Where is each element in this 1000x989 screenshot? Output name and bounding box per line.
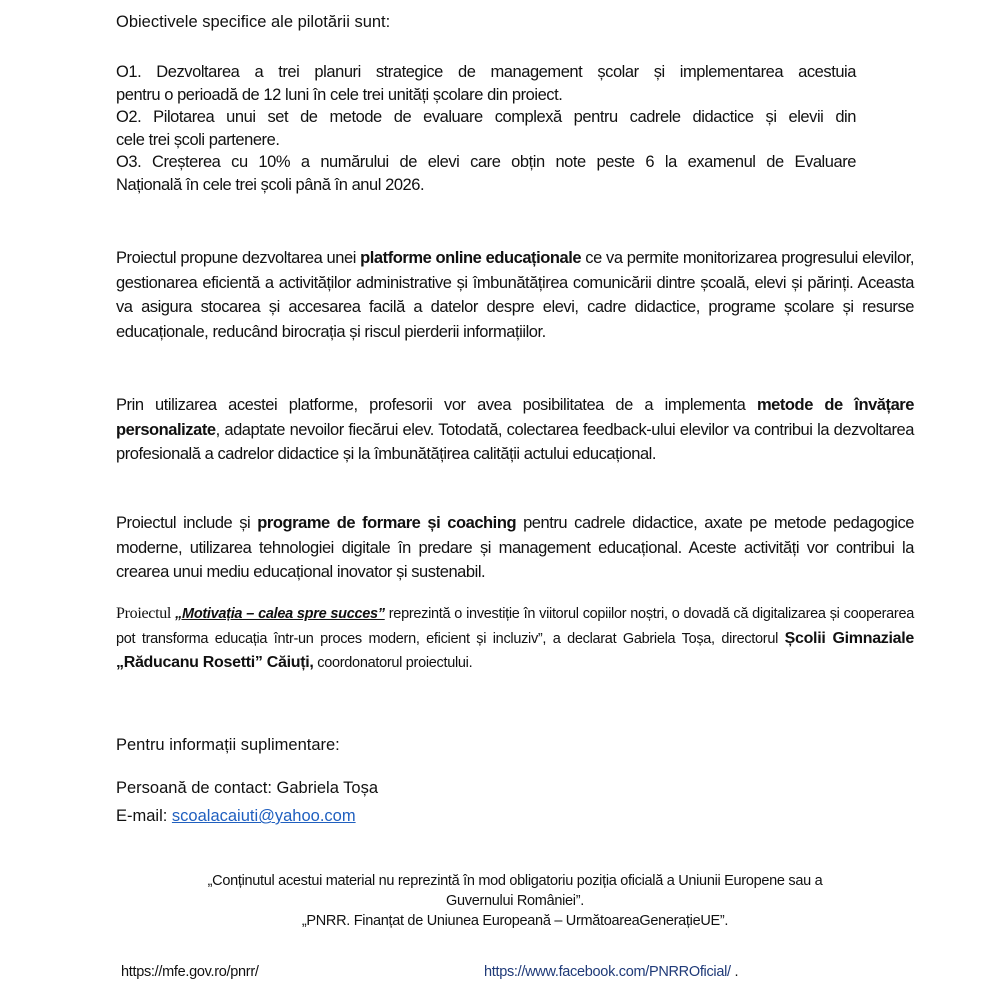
- paragraph-methods-bold: metode de învățare personalizate: [116, 396, 914, 439]
- paragraph-platform-before: Proiectul propune dezvoltarea unei: [116, 249, 361, 267]
- paragraph-platform-bold: platforme online educaționale: [360, 249, 582, 267]
- eu-disclaimer: [100, 871, 930, 931]
- objective-3-line-1: O3. Creșterea cu 10% a numărului de elevi care obțin note peste 6 la examenul de Evaluare: [116, 153, 856, 171]
- email-link[interactable]: scoalacaiuti@yahoo.com: [171, 807, 356, 825]
- project-title: „Motivația – calea spre succes”: [175, 606, 385, 622]
- quote-lead: Proiectul: [116, 605, 176, 622]
- paragraph-training: [116, 511, 914, 585]
- objective-3-line-2: Națională în cele trei școli până în anul 2026.: [116, 175, 425, 194]
- paragraph-training-after: pentru cadrele didactice, axate pe metode pedagogice moderne, utilizarea tehnologiei digitale în predare și management educațional. Aceste activități vor contribui la crearea unui mediu educațional inovator și sustenabil.: [116, 514, 914, 581]
- facebook-pnrr-link[interactable]: https://www.facebook.com/PNRROficial/: [484, 964, 731, 980]
- objective-2-line-2: cele trei școli partenere.: [116, 130, 280, 149]
- contact-heading: Pentru informații suplimentare:: [116, 736, 340, 754]
- objectives-list: [116, 61, 856, 196]
- facebook-link-suffix: .: [730, 964, 739, 980]
- contact-person: Persoană de contact: Gabriela Toșa: [116, 779, 379, 797]
- disclaimer-line-3: „PNRR. Finanțat de Uniunea Europeană – UrmătoareaGenerațieUE”.: [301, 913, 729, 929]
- paragraph-methods: [116, 393, 914, 467]
- paragraph-methods-after: , adaptate nevoilor fiecărui elev. Totodată, colectarea feedback-ului elevilor va contribui la dezvoltarea profesională a cadrelor didactice și la îmbunătățirea calității actului educațional.: [116, 420, 914, 463]
- quote-tail: coordonatorul proiectului.: [313, 655, 473, 671]
- objective-1-line-1: O1. Dezvoltarea a trei planuri strategice de management școlar și implementarea acestuia: [116, 63, 856, 81]
- paragraph-training-before: Proiectul include și: [116, 514, 258, 532]
- paragraph-platform: [116, 246, 914, 344]
- paragraph-methods-before: Prin utilizarea acestei platforme, profesorii vor avea posibilitatea de a implementa: [116, 396, 757, 414]
- objective-1-line-2: pentru o perioadă de 12 luni în cele trei unități școlare din proiect.: [116, 85, 563, 104]
- paragraph-training-bold: programe de formare și coaching: [257, 514, 517, 532]
- director-quote: [116, 602, 914, 676]
- disclaimer-line-2: Guvernului României”.: [446, 893, 584, 909]
- contact-email-row: [116, 805, 356, 827]
- mfe-pnrr-link[interactable]: https://mfe.gov.ro/pnrr/: [121, 964, 259, 980]
- email-label: E-mail:: [116, 807, 172, 825]
- school-name: Școlii Gimnaziale „Răducanu Rosetti” Căiuți,: [116, 629, 914, 671]
- paragraph-platform-after: ce va permite monitorizarea progresului elevilor, gestionarea eficientă a activităților administrative și îmbunătățirea comunicării dintre școală, elevi și părinți. Aceasta va asigura stocarea și accesarea facilă a datelor despre elevi, cadre didactice, programe școlare și resurse educaționale, reducând birocrația și riscul pierderii informațiilor.: [116, 249, 914, 341]
- disclaimer-line-1: „Conținutul acestui material nu reprezintă în mod obligatoriu poziția oficială a Uniunii Europene sau a: [207, 873, 823, 889]
- objective-2-line-1: O2. Pilotarea unui set de metode de evaluare complexă pentru cadrele didactice și elevii din: [116, 108, 856, 126]
- objectives-heading: Obiectivele specifice ale pilotării sunt:: [116, 13, 391, 31]
- facebook-link-row: [484, 962, 738, 982]
- quote-body: reprezintă o investiție în viitorul copiilor noștri, o dovadă că digitalizarea și cooperarea pot transforma educația într-un proces modern, eficient și incluziv”, a declarat Gabriela Toșa, directorul: [116, 606, 914, 647]
